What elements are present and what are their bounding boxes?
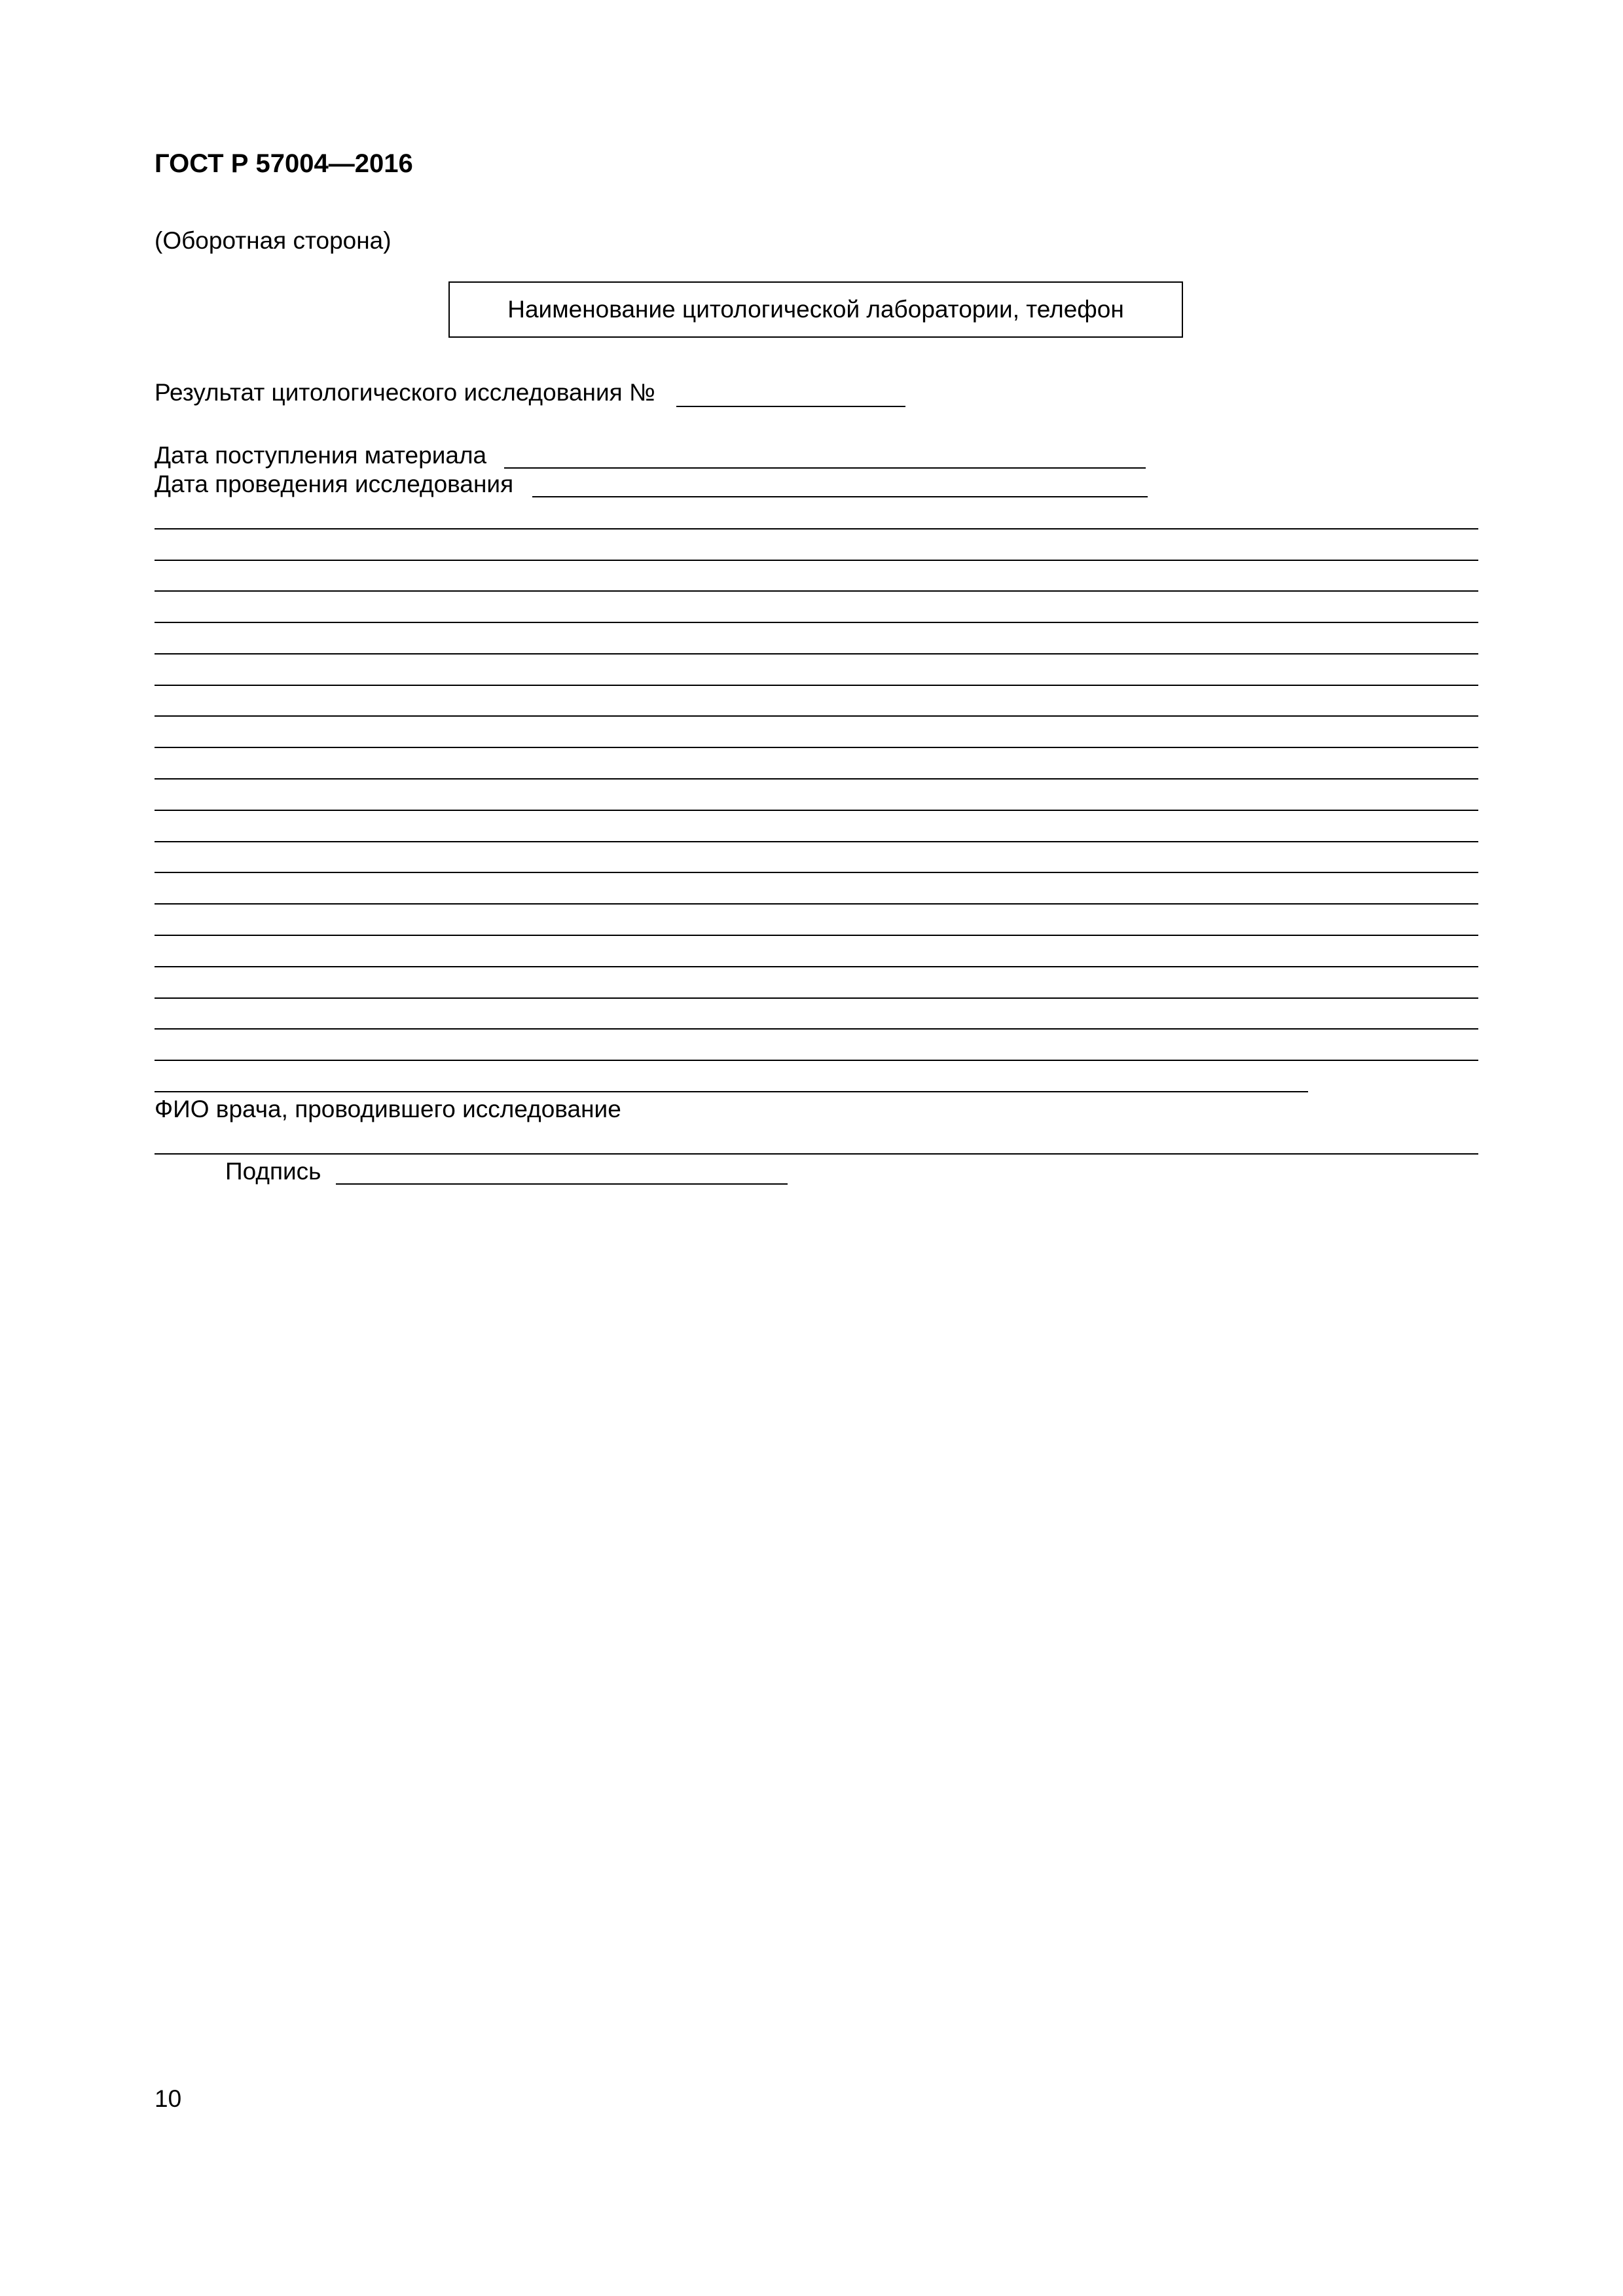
- ruled-line: [155, 966, 1478, 967]
- ruled-line: [155, 935, 1478, 936]
- signature-label: Подпись: [225, 1158, 321, 1185]
- ruled-line: [155, 715, 1478, 717]
- study-date-label: Дата проведения исследования: [155, 471, 514, 497]
- date-received-label: Дата поступления материала: [155, 442, 487, 469]
- lab-name-box: [448, 281, 1183, 338]
- ruled-line: [155, 872, 1478, 873]
- ruled-line: [155, 622, 1478, 623]
- ruled-line: [155, 528, 1478, 529]
- ruled-line: [155, 1153, 1478, 1155]
- ruled-line: [155, 778, 1478, 780]
- ruled-line: [155, 841, 1478, 842]
- result-number-field[interactable]: [676, 406, 905, 407]
- doctor-name-field[interactable]: [155, 1091, 1308, 1092]
- signature-field[interactable]: [336, 1183, 788, 1185]
- ruled-line: [155, 747, 1478, 748]
- side-label: (Оборотная сторона): [155, 227, 392, 254]
- ruled-line: [155, 653, 1478, 655]
- result-number-label: Результат цитологического исследования №: [155, 379, 655, 406]
- ruled-line: [155, 1028, 1478, 1030]
- ruled-line: [155, 560, 1478, 561]
- date-received-field[interactable]: [504, 467, 1146, 469]
- standard-code: ГОСТ Р 57004—2016: [155, 149, 413, 178]
- ruled-line: [155, 810, 1478, 811]
- page-number: 10: [155, 2085, 182, 2112]
- study-date-field[interactable]: [532, 496, 1148, 497]
- ruled-line: [155, 685, 1478, 686]
- ruled-line: [155, 1060, 1478, 1061]
- ruled-line: [155, 903, 1478, 905]
- lab-name-text: Наименование цитологической лаборатории, телефон: [507, 296, 1124, 323]
- doctor-name-label: ФИО врача, проводившего исследование: [155, 1096, 621, 1122]
- ruled-line: [155, 997, 1478, 999]
- ruled-line: [155, 590, 1478, 592]
